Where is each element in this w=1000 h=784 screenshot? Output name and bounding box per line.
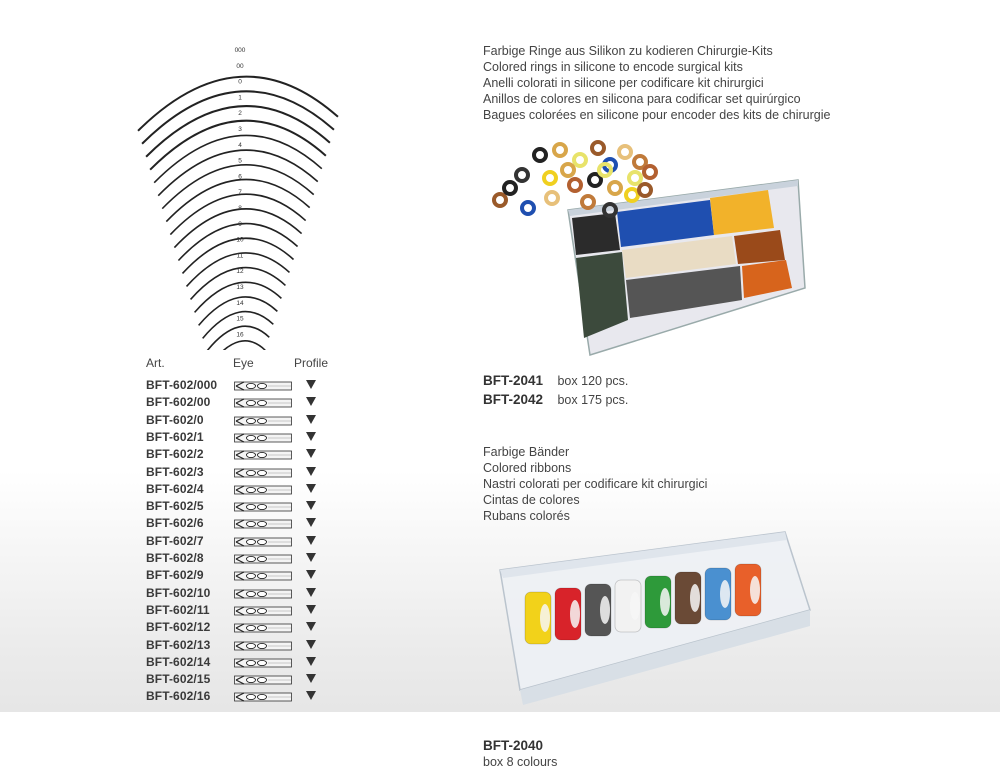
rings-desc-de: Farbige Ringe aus Silikon zu kodieren Chirurgie-Kits [483, 44, 773, 58]
silicone-ring [562, 164, 574, 176]
triangle-profile-icon [306, 397, 316, 406]
needle-size-label: 7 [238, 189, 242, 197]
product-code: BFT-2040 [483, 738, 544, 753]
ribbons-description [483, 444, 707, 524]
eye-icon [234, 381, 292, 391]
article-number: BFT-602/11 [146, 602, 210, 617]
silicone-ring [619, 146, 631, 158]
table-row [146, 465, 326, 482]
article-number: BFT-602/10 [146, 585, 211, 600]
colored-ribbons-box-image [495, 530, 815, 705]
needle-size-label: 00 [236, 62, 244, 70]
triangle-profile-icon [306, 691, 316, 700]
table-row [146, 447, 326, 464]
ribbon-roll-core [600, 596, 610, 624]
triangle-profile-icon [306, 415, 316, 424]
ribbons-desc-fr: Rubans colorés [483, 509, 570, 523]
triangle-profile-icon [306, 570, 316, 579]
eye-icon [234, 537, 292, 547]
table-row [146, 620, 326, 637]
silicone-ring [609, 182, 621, 194]
silicone-ring [494, 194, 506, 206]
triangle-profile-icon [306, 380, 316, 389]
eye-icon [234, 623, 292, 633]
article-number: BFT-602/16 [146, 689, 211, 704]
silicone-ring [546, 192, 558, 204]
rings-desc-en: Colored rings in silicone to encode surgical kits [483, 60, 743, 74]
silicone-ring [544, 172, 556, 184]
article-number: BFT-602/0 [146, 412, 204, 427]
triangle-profile-icon [306, 536, 316, 545]
needle-size-label: 11 [236, 252, 244, 260]
triangle-profile-icon [306, 622, 316, 631]
ribbon-roll-core [540, 604, 550, 632]
triangle-profile-icon [306, 588, 316, 597]
needle-size-label: 1 [238, 94, 242, 102]
silicone-ring [592, 142, 604, 154]
eye-icon [234, 519, 292, 529]
eye-icon [234, 416, 292, 426]
eye-icon [234, 692, 292, 702]
silicone-rings-box-image [480, 140, 820, 365]
silicone-ring [644, 166, 656, 178]
table-row [146, 430, 326, 447]
triangle-profile-icon [306, 484, 316, 493]
ribbons-desc-en: Colored ribbons [483, 461, 572, 475]
table-row [146, 603, 326, 620]
article-number: BFT-602/4 [146, 481, 204, 496]
triangle-profile-icon [306, 605, 316, 614]
table-row [146, 516, 326, 533]
needle-size-label: 12 [236, 268, 244, 276]
table-row [146, 482, 326, 499]
needle-size-label: 0 [238, 78, 242, 86]
table-row [146, 568, 326, 585]
triangle-profile-icon [306, 449, 316, 458]
silicone-ring [582, 196, 594, 208]
ribbon-roll-core [690, 584, 700, 612]
article-number: BFT-602/6 [146, 516, 204, 531]
rings-desc-es: Anillos de colores en silicona para codificar set quirúrgico [483, 92, 801, 106]
header-art: Art. [146, 356, 165, 370]
needle-size-label: 16 [236, 331, 244, 339]
rings-product-1 [483, 372, 628, 390]
needle-size-label: 2 [238, 110, 242, 118]
header-profile: Profile [294, 356, 329, 370]
triangle-profile-icon [306, 432, 316, 441]
eye-icon [234, 571, 292, 581]
needle-size-label: 13 [236, 284, 244, 291]
table-row [146, 672, 326, 689]
article-number: BFT-602/1 [146, 429, 204, 444]
table-row [146, 534, 326, 551]
needle-size-label: 8 [238, 205, 242, 212]
eye-icon [234, 468, 292, 478]
article-number: BFT-602/14 [146, 654, 211, 669]
eye-icon [234, 641, 292, 651]
ribbon-roll-core [570, 600, 580, 628]
eye-icon [234, 398, 292, 408]
needle-size-label: 9 [238, 220, 242, 228]
silicone-ring [516, 169, 528, 181]
needle-arc [211, 341, 265, 350]
ribbon-roll-core [630, 592, 640, 620]
product-code: BFT-2042 [483, 392, 544, 407]
eye-icon [234, 554, 292, 564]
needle-size-label: 4 [238, 141, 242, 149]
article-number: BFT-602/000 [146, 378, 218, 392]
rings-desc-it: Anelli colorati in silicone per codificare kit chirurgici [483, 76, 764, 90]
product-qty: box 120 pcs. [557, 374, 629, 388]
needle-size-arcs [120, 30, 360, 350]
ribbon-roll-core [750, 576, 760, 604]
header-eye: Eye [233, 356, 254, 370]
article-number: BFT-602/15 [146, 672, 211, 687]
eye-icon [234, 502, 292, 512]
silicone-ring [522, 202, 534, 214]
silicone-ring [569, 179, 581, 191]
eye-icon [234, 485, 292, 495]
article-number: BFT-602/12 [146, 620, 211, 635]
table-row [146, 655, 326, 672]
table-row [146, 499, 326, 516]
table-row [146, 638, 326, 655]
needle-size-label: 15 [236, 315, 244, 323]
triangle-profile-icon [306, 674, 316, 683]
table-row [146, 551, 326, 568]
triangle-profile-icon [306, 518, 316, 527]
table-row [146, 395, 326, 412]
eye-icon [234, 658, 292, 668]
article-number: BFT-602/3 [146, 464, 204, 479]
triangle-profile-icon [306, 553, 316, 562]
silicone-ring [639, 184, 651, 196]
needle-size-label: 000 [234, 47, 246, 54]
article-number: BFT-602/00 [146, 395, 211, 410]
silicone-ring [626, 189, 638, 201]
silicone-ring [589, 174, 601, 186]
product-qty: box 8 colours [483, 755, 558, 769]
ribbons-desc-it: Nastri colorati per codificare kit chirurgici [483, 477, 708, 491]
article-number: BFT-602/9 [146, 568, 204, 583]
silicone-ring [554, 144, 566, 156]
silicone-ring [634, 156, 646, 168]
needle-size-label: 3 [238, 126, 242, 133]
article-number: BFT-602/7 [146, 533, 204, 548]
product-code: BFT-2041 [483, 373, 544, 388]
table-row [146, 586, 326, 603]
silicone-ring [534, 149, 546, 161]
eye-icon [234, 450, 292, 460]
rings-product-2 [483, 391, 628, 409]
article-number: BFT-602/5 [146, 499, 204, 514]
rings-desc-fr: Bagues colorées en silicone pour encoder des kits de chirurgie [483, 108, 831, 122]
triangle-profile-icon [306, 467, 316, 476]
eye-icon [234, 433, 292, 443]
needle-size-label: 5 [238, 157, 242, 165]
table-row [146, 378, 326, 395]
rings-description [483, 43, 830, 123]
product-qty: box 175 pcs. [557, 393, 629, 407]
eye-icon [234, 675, 292, 685]
silicone-ring [504, 182, 516, 194]
article-number: BFT-602/2 [146, 447, 204, 462]
triangle-profile-icon [306, 657, 316, 666]
triangle-profile-icon [306, 640, 316, 649]
needle-size-label: 6 [238, 173, 242, 181]
ribbon-roll-core [720, 580, 730, 608]
ribbons-desc-de: Farbige Bänder [483, 445, 570, 459]
needle-size-label: 14 [236, 299, 244, 307]
eye-icon [234, 589, 292, 599]
eye-icon [234, 606, 292, 616]
needle-size-label: 10 [236, 236, 244, 244]
silicone-ring [574, 154, 586, 166]
ribbon-roll-core [660, 588, 670, 616]
triangle-profile-icon [306, 501, 316, 510]
silicone-ring [629, 172, 641, 184]
article-number: BFT-602/13 [146, 637, 211, 652]
table-row [146, 689, 326, 706]
article-number: BFT-602/8 [146, 551, 204, 565]
ribbons-desc-es: Cintas de colores [483, 493, 580, 507]
table-row [146, 413, 326, 430]
ribbons-product [483, 738, 557, 769]
